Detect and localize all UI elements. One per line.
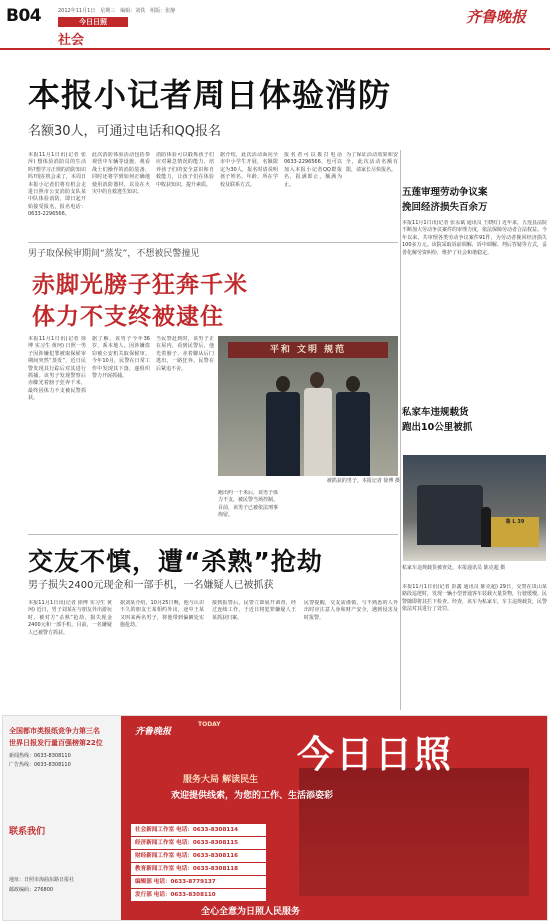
header-divider xyxy=(0,48,550,50)
officer-figure xyxy=(266,392,300,476)
story3-headline: 交友不慎，遭“杀熟”抢劫 xyxy=(28,547,323,576)
right-story1-body: 本报11月1日讯(记者 张永斌 通讯员 王晓红) 近年来，五莲县法院不断加大劳动争议案件的审理力度，依法保障劳动者合法权益。今年以来，共审理各类劳动争议案件91件，为劳动者挽回经济损失100多万元。该院采取诉前调解、诉中调解、判后答疑等方式，妥善化解劳资纠纷，维护了社会和谐稳定。 xyxy=(402,220,547,256)
ad-contact-label: 联系我们 xyxy=(9,827,46,837)
column-divider xyxy=(400,150,401,710)
story1-headline: 本报小记者周日体验消防 xyxy=(28,76,392,114)
ad-contact-table xyxy=(131,824,266,902)
story3-col-3: 接到报警后，民警立即展开调查，经过连续工作，于近日将犯罪嫌疑人王某抓获归案。 xyxy=(212,600,296,621)
story3-col-2: 据刘某介绍，10月25日晚，他与认识不久的朋友王某相约外出，途中王某又叫来两名男子，将他带到偏僻处实施抢劫。 xyxy=(120,600,204,629)
story2-headline-line2: 体力不支终被逮住 xyxy=(32,304,224,330)
section-banner: 今日日照 xyxy=(58,17,128,27)
story3-col-1: 本报11月1日讯(记者 徐博 实习生 黄珂) 近日，男子刘某在与朋友外出游玩时，被对方“杀熟”抢劫，损失现金2400元和一部手机。目前，一名嫌疑人已被警方抓获。 xyxy=(28,600,112,636)
story1-col-3: 消防体验可以锻炼孩子们应对紧急情况的能力，培养孩子们的安全意识和自救能力，让孩子们在体验中收获知识，提升素质。 xyxy=(156,152,214,188)
ad-today-label: TODAY xyxy=(198,721,221,728)
ad-contact-row: 经济新闻工作室 电话：0633-8308115 xyxy=(131,837,266,849)
ad-postcode: 邮政编码：276800 xyxy=(9,887,54,893)
ad-logo: 齐鲁晚报 xyxy=(135,727,172,737)
issue-meta: 2012年11月1日 星期三 编辑：刘佚 组版：张静 xyxy=(58,8,176,14)
ad-big-title: 今日日照 xyxy=(297,733,453,776)
newspaper-ad xyxy=(2,715,548,921)
ad-ranking-line2: 世界日报发行量百强榜第22位 xyxy=(9,739,103,747)
story2-col-3: 当民警赶到时，该男子正在屋内，看到民警后，他光着膀子、赤着脚从后门逃出，一路狂奔。民警在后紧追不舍。 xyxy=(156,336,214,372)
car-photo xyxy=(403,455,546,561)
license-plate-sign: 鲁 L 39 xyxy=(491,517,539,547)
ad-bottom-slogan: 全心全意为日照人民服务 xyxy=(201,907,301,917)
ad-contact-row: 社会新闻工作室 电话：0633-8308114 xyxy=(131,824,266,836)
photo-banner-sign: 平和 文明 规范 xyxy=(228,342,388,358)
story2-headline-line1: 赤脚光膀子狂奔千米 xyxy=(32,272,248,298)
ad-contact-row: 编辑部 电话：0633-8779137 xyxy=(131,876,266,888)
car-photo-caption: 私家车违规载货被查处。本报通讯员 陈克超 摄 xyxy=(402,565,506,571)
ad-ads-hotline: 广告热线：0633-8308110 xyxy=(9,762,71,768)
right-story2-body: 本报11月1日讯(记者 彭鑫 通讯员 陈克超) 29日，交警在岚山某路段巡逻时，发现一辆小型普通客车装载大量货物，行驶缓慢。民警随即将其拦下检查。经查，该车为私家车，车主违规载货，民警依法对其进行了处罚。 xyxy=(402,584,547,613)
story1-col-2: 此次消防体验活动包括参观营中车辆等设施、观看战士们操作的消防装备，同时还将学到如何正确地使用消防器材，以及在火灾中的自救逃生知识。 xyxy=(92,152,150,196)
ad-contact-row: 发行部 电话：0633-8308110 xyxy=(131,889,266,901)
story1-col-4: 据介绍，此次活动面向全市中小学生开展，名额限定为30人，报名时请说明孩子姓名、年龄、所在学校及联系方式。 xyxy=(220,152,278,188)
ad-building-graphic xyxy=(299,768,529,896)
suspect-figure xyxy=(304,388,332,476)
arrest-photo xyxy=(218,336,398,476)
ad-contact-row: 教育新闻工作室 电话：0633-8308118 xyxy=(131,863,266,875)
story1-col-1: 本报11月1日讯(记者 张萍) 想体验消防员的生活吗?想学习正规的消防知识吗?现在机会来了，本周日本报小记者们将有机会走进日照市公安消防支队某中队体验消防，即日起开始接受报名，报名电话：0633-2296566。 xyxy=(28,152,86,218)
story1-col-6: 为了保证活动效果和安全，此次活动名额有限，请家长尽快报名。 xyxy=(346,152,398,173)
officer-head xyxy=(276,376,290,392)
newspaper-logo: 齐鲁晚报 xyxy=(466,8,527,26)
ad-address: 地址：日照市海曲东路日报社 xyxy=(9,877,75,883)
ad-slogan-1: 服务大局 解读民生 xyxy=(183,775,259,785)
ad-slogan-2: 欢迎提供线索，为您的工作、生活添姿彩 xyxy=(171,791,334,801)
car-shape xyxy=(417,485,483,545)
story-divider xyxy=(28,242,398,243)
story2-col-1: 本报11月1日讯(记者 徐博 实习生 黄珂) 日照一男子因涉嫌犯罪被取保候审期间突然“蒸发”，近日民警发现其行踪后对其进行抓捕。该男子发现警察后赤脚光着膀子狂奔千米，最终因体力不支被民警抓获。 xyxy=(28,336,86,402)
ad-ranking-line1: 全国都市类报纸竞争力第三名 xyxy=(9,727,100,735)
story3-subheadline: 男子损失2400元现金和一部手机，一名嫌疑人已被抓获 xyxy=(28,580,274,591)
right-story2-headline: 私家车违规载货 跑出10公里被抓 xyxy=(402,407,473,433)
right-story1-headline: 五莲审理劳动争议案 挽回经济损失百余万 xyxy=(402,187,488,213)
story3-col-4: 民警提醒，交友需谨慎，与不熟悉的人外出时应注意人身和财产安全，遇到侵害及时报警。 xyxy=(304,600,398,621)
officer-figure xyxy=(336,392,370,476)
suspect-head xyxy=(310,372,324,388)
story2-col-4: 跑出约一千米后，该男子体力不支，被民警当场控制。目前，该男子已被依法刑事拘留。 xyxy=(218,490,278,519)
section-title: 社会 xyxy=(58,33,85,48)
page-number: B04 xyxy=(6,6,42,26)
ad-news-hotline: 新闻热线：0633-8308110 xyxy=(9,753,71,759)
story1-subheadline: 名额30人，可通过电话和QQ报名 xyxy=(28,124,222,139)
ad-contact-row: 财经新闻工作室 电话：0633-8308116 xyxy=(131,850,266,862)
story2-col-2: 据了解，该男子今年36岁，系本地人。因涉嫌盗窃被公安机关取保候审。今年10月，民警在日常工作中发现其下落，遂组织警力开展抓捕。 xyxy=(92,336,150,380)
story2-kicker: 男子取保候审期间“蒸发”，不想被民警撞见 xyxy=(28,249,200,259)
story1-col-5: 报名者可以拨打电话0633-2296566，也可以加入本报小记者QQ群报名，报满即止，额满为止。 xyxy=(284,152,342,188)
officer-head xyxy=(346,376,360,392)
story-divider xyxy=(28,534,398,535)
officer-figure xyxy=(481,507,491,547)
arrest-photo-caption: 被抓获的男子。本报记者 徐博 摄 xyxy=(326,478,400,484)
